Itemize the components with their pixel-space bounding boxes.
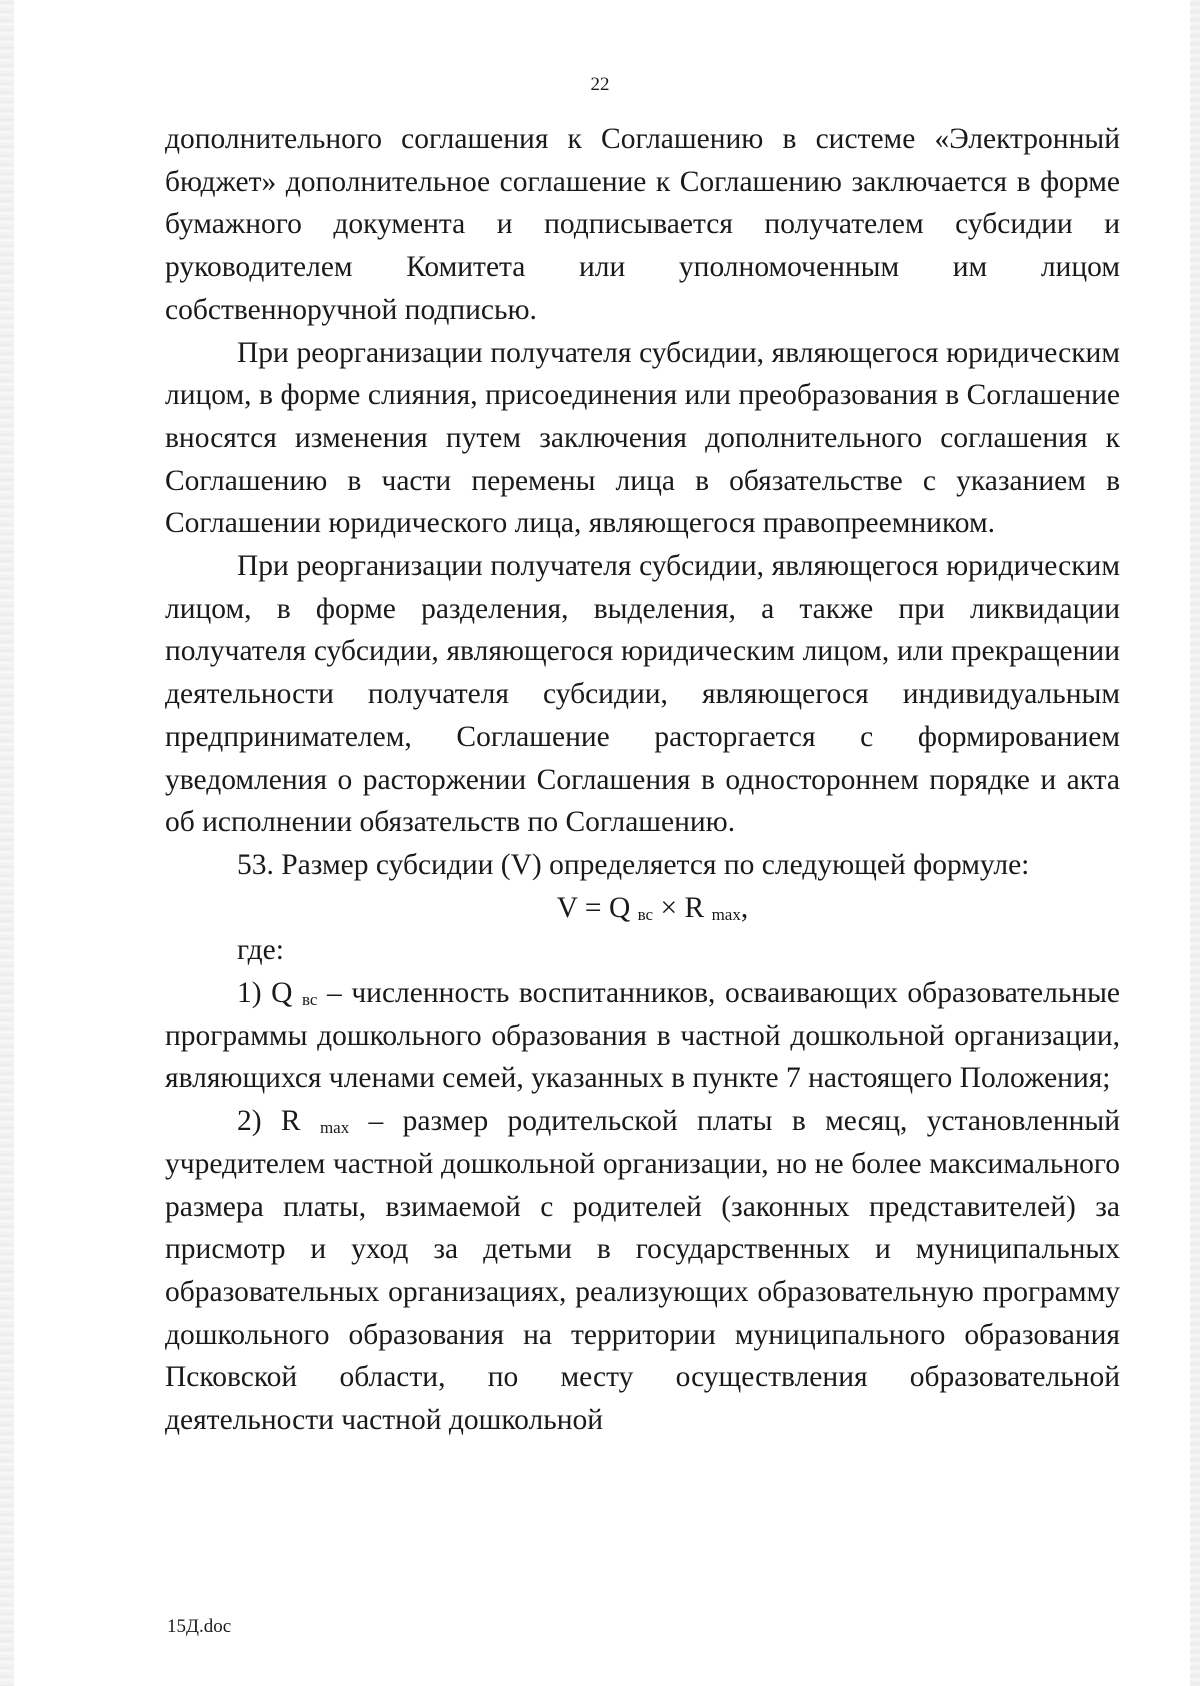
formula-sub-max: max [711, 904, 741, 924]
paragraph-clause-53: 53. Размер субсидии (V) определяется по следующей формуле: [237, 848, 1030, 881]
file-name-footer: 15Д.doc [167, 1616, 232, 1637]
subsidy-formula [165, 887, 1120, 930]
scan-edge-left [0, 0, 14, 1686]
formula-lhs: V = Q [556, 891, 631, 924]
item-2-prefix: 2) R [237, 1105, 301, 1138]
scan-edge-right [1190, 0, 1200, 1686]
where-label: где: [237, 934, 284, 967]
definition-item-1 [165, 972, 1120, 1100]
document-body [165, 118, 1120, 1442]
definition-item-2 [165, 1100, 1120, 1442]
formula-mid: × R [653, 891, 705, 924]
paragraph-reorganization-division: При реорганизации получателя субсидии, являющегося юридическим лицом, в форме разделения, выделения, а также при ликвидации получателя субсидии, являющегося юридическим лицом, или прекращении деятельности получателя субсидии, являющегося индивидуальным предпринимателем, Соглашение расторгается с формированием уведомления о расторжении Соглашения в одностороннем порядке и акта об исполнении обязательств по Соглашению. [165, 550, 1120, 839]
item-1-prefix: 1) Q [237, 977, 293, 1010]
item-1-sub: вс [302, 990, 318, 1010]
paragraph-reorganization-merger: При реорганизации получателя субсидии, являющегося юридическим лицом, в форме слияния, присоединения или преобразования в Соглашение вносятся изменения путем заключения дополнительного соглашения к Соглашению в части перемены лица в обязательстве с указанием в Соглашении юридического лица, являющегося правопреемником. [165, 336, 1120, 540]
formula-tail: , [740, 891, 749, 924]
item-1-text: – численность воспитанников, осваивающих образовательные программы дошкольного образования в частной дошкольной организации, являющихся членами семей, указанных в пункте 7 настоящего Положения; [165, 977, 1120, 1095]
paragraph-intro: дополнительного соглашения к Соглашению в системе «Электронный бюджет» дополнительное соглашение к Соглашению заключается в форме бумажного документа и подписывается получателем субсидии и руководителем Комитета или уполномоченным им лицом собственноручной подписью. [165, 123, 1120, 326]
item-2-sub: max [319, 1118, 350, 1138]
formula-sub-vs: вс [637, 904, 654, 924]
item-2-text: – размер родительской платы в месяц, установленный учредителем частной дошкольной организации, но не более максимального размера платы, взимаемой с родителей (законных представителей) за присмотр и уход за детьми в государственных и муниципальных образовательных организациях, реализующих образовательную программу дошкольного образования на территории муниципального образования Псковской области, по месту осуществления образовательной деятельности частной дошкольной [165, 1105, 1121, 1437]
page-number: 22 [590, 74, 610, 95]
